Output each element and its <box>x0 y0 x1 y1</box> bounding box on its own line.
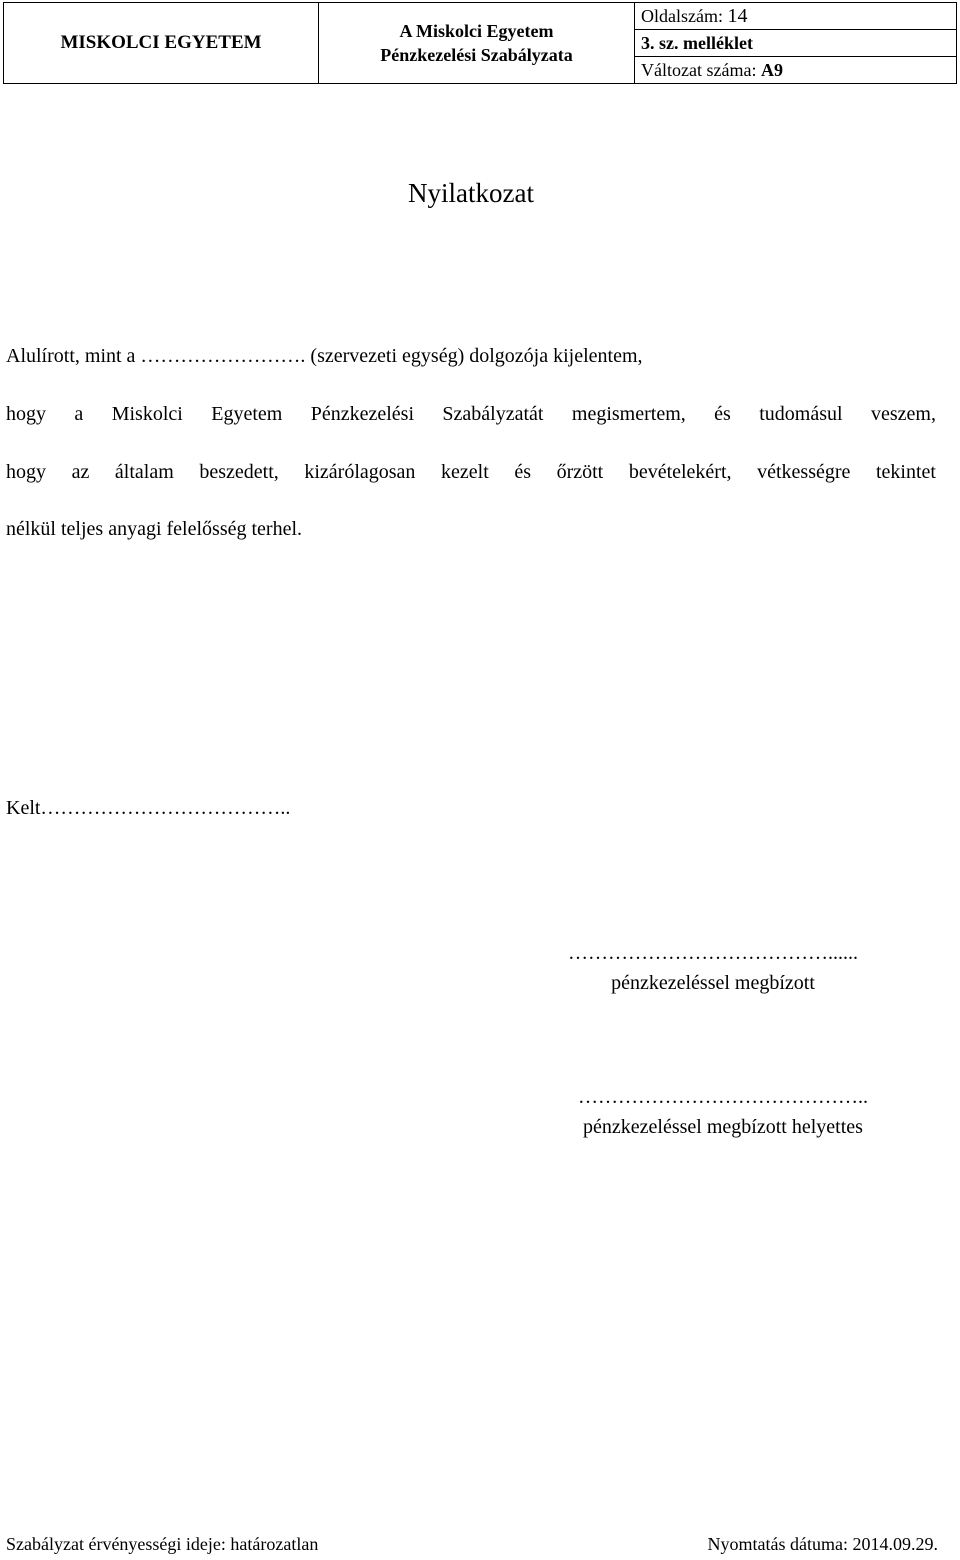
institution-name <box>4 3 319 83</box>
signature-line-2: …………………………………….. <box>578 1086 868 1108</box>
version-label: Változat száma: <box>641 60 761 80</box>
body-line-2 <box>6 402 936 426</box>
page-label: Oldalszám: <box>641 6 728 26</box>
body-word: Pénzkezelési <box>310 403 415 425</box>
body-word: kezelt <box>441 461 489 483</box>
page-number-row <box>635 3 956 30</box>
footer-print-date: Nyomtatás dátuma: 2014.09.29. <box>707 1534 938 1554</box>
signature-block-2 <box>480 1082 960 1142</box>
body-word: bevételekért, <box>628 461 732 483</box>
footer-validity: Szabályzat érvényességi ideje: határozatlan <box>6 1534 319 1554</box>
signature-block-1 <box>480 938 946 998</box>
body-word: tekintet <box>875 461 936 483</box>
body-word: megismertem, <box>571 403 686 425</box>
body-line-1: Alulírott, mint a ……………………. (szervezeti egység) dolgozója kijelentem, <box>6 345 643 367</box>
body-line-4: nélkül teljes anyagi felelősség terhel. <box>6 518 303 540</box>
body-word: Szabályzatát <box>442 403 544 425</box>
annex-label: 3. sz. melléklet <box>641 33 753 53</box>
body-word: hogy <box>6 403 46 425</box>
body-word: tudomásul <box>759 403 843 425</box>
version-row <box>635 57 956 83</box>
doc-title-line2: Pénzkezelési Szabályzata <box>380 45 573 65</box>
document-header <box>3 2 957 84</box>
document-title-cell <box>319 3 635 83</box>
body-word: az <box>71 461 90 483</box>
body-word: általam <box>114 461 174 483</box>
body-word: a <box>74 403 84 425</box>
document-meta-cell <box>635 3 956 83</box>
signature-caption-1: pénzkezeléssel megbízott <box>611 972 815 994</box>
body-word: őrzött <box>556 461 604 483</box>
page-title: Nyilatkozat <box>408 178 534 208</box>
body-word: beszedett, <box>199 461 279 483</box>
doc-title-line1: A Miskolci Egyetem <box>399 21 554 41</box>
version-value: A9 <box>760 60 783 80</box>
annex-row <box>635 30 956 57</box>
signature-line-1: …………………………………...... <box>568 942 858 964</box>
body-word: kizárólagosan <box>304 461 416 483</box>
date-line: Kelt……………………………….. <box>6 797 291 819</box>
page-number: 14 <box>727 5 748 27</box>
body-line-3 <box>6 460 936 484</box>
body-word: vétkességre <box>757 461 851 483</box>
body-word: hogy <box>6 461 46 483</box>
signature-caption-2: pénzkezeléssel megbízott helyettes <box>583 1116 863 1138</box>
body-word: Egyetem <box>211 403 283 425</box>
body-word: Miskolci <box>111 403 183 425</box>
institution-label: MISKOLCI EGYETEM <box>60 32 262 53</box>
body-word: és <box>514 461 531 483</box>
body-word: veszem, <box>870 403 936 425</box>
body-word: és <box>714 403 731 425</box>
